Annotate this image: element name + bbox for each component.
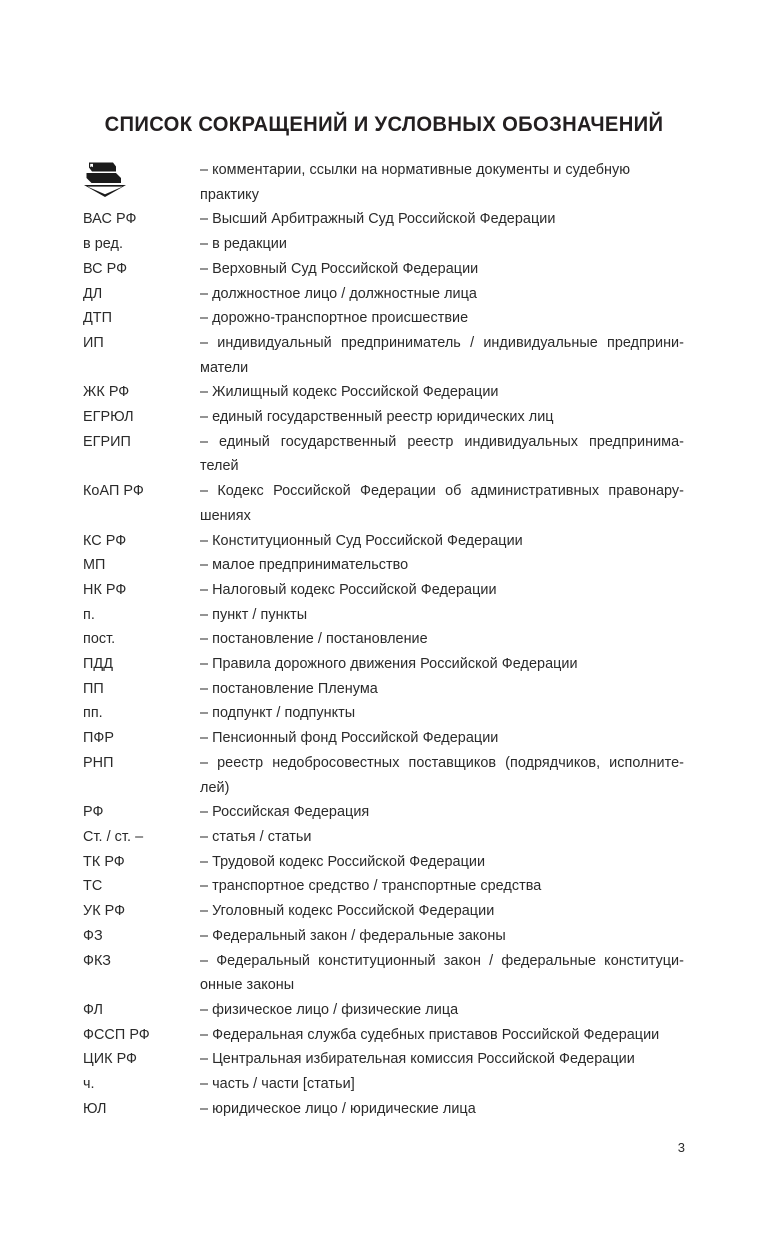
abbreviation-definition: – Кодекс Российской Федерации об административных правонару-шениях [200, 483, 684, 524]
abbreviation-entry [83, 553, 684, 578]
abbreviation-definition: – Федеральный конституционный закон / федеральные конституци-онные законы [200, 952, 684, 994]
abbreviation-list [83, 158, 684, 1121]
abbreviation-definition: – Верховный Суд Российской Федерации [200, 260, 479, 277]
abbreviation-term: КС РФ [83, 532, 127, 549]
abbreviation-entry [83, 405, 684, 430]
abbreviation-term: ЕГРЮЛ [83, 409, 134, 426]
abbreviation-term: пост. [83, 631, 116, 648]
abbreviation-term: ПФР [83, 730, 115, 747]
abbreviation-definition: – юридическое лицо / юридические лица [200, 1100, 476, 1117]
abbreviation-entry [83, 1047, 684, 1072]
abbreviation-entry [83, 726, 684, 751]
abbreviation-definition: – Уголовный кодекс Российской Федерации [200, 903, 495, 920]
abbreviation-entry [83, 232, 684, 257]
abbreviation-definition: – дорожно-транспортное происшествие [200, 310, 469, 327]
abbreviation-entry [83, 603, 684, 628]
abbreviation-definition: – постановление / постановление [200, 631, 428, 648]
abbreviation-term: РФ [83, 804, 104, 821]
abbreviation-entry [83, 380, 684, 405]
abbreviation-term: ч. [83, 1076, 95, 1093]
abbreviation-definition: – пункт / пункты [200, 606, 308, 623]
abbreviation-term: Ст. / ст. – [83, 828, 144, 845]
abbreviation-entry [83, 899, 684, 924]
abbreviation-definition: – часть / части [статьи] [200, 1076, 355, 1093]
abbreviation-entry [83, 825, 684, 850]
abbreviation-term: ЮЛ [83, 1100, 107, 1117]
abbreviation-definition: – подпункт / подпункты [200, 705, 356, 722]
abbreviation-definition: – в редакции [200, 236, 287, 253]
abbreviation-definition: – комментарии, ссылки на нормативные документы и судебную практику [200, 162, 631, 203]
abbreviation-entry [83, 306, 684, 331]
abbreviation-definition: – Трудовой кодекс Российской Федерации [200, 853, 486, 870]
abbreviation-entry [83, 158, 684, 207]
abbreviation-definition: – Федеральный закон / федеральные законы [200, 927, 506, 944]
abbreviation-term: п. [83, 606, 95, 623]
abbreviation-entry [83, 529, 684, 554]
abbreviation-definition: – Пенсионный фонд Российской Федерации [200, 730, 499, 747]
abbreviation-definition: – реестр недобросовестных поставщиков (подрядчиков, исполните-лей) [200, 754, 684, 796]
abbreviation-entry [83, 677, 684, 702]
abbreviation-entry [83, 1072, 684, 1097]
abbreviation-entry [83, 998, 684, 1023]
abbreviation-term: ПДД [83, 656, 113, 673]
abbreviation-entry [83, 924, 684, 949]
abbreviation-term: ФЛ [83, 1001, 104, 1018]
abbreviation-term: ПП [83, 680, 104, 697]
abbreviation-definition: – должностное лицо / должностные лица [200, 285, 477, 302]
abbreviation-term: ДЛ [83, 285, 103, 302]
abbreviation-term: ТК РФ [83, 853, 125, 870]
abbreviation-entry [83, 282, 684, 307]
page-title: СПИСОК СОКРАЩЕНИЙ И УСЛОВНЫХ ОБОЗНАЧЕНИЙ [104, 112, 664, 137]
abbreviation-term: пп. [83, 705, 103, 722]
abbreviation-definition: – индивидуальный предприниматель / индивидуальные предприни-матели [200, 334, 684, 376]
abbreviation-entry [83, 331, 684, 380]
abbreviation-definition: – Жилищный кодекс Российской Федерации [200, 384, 499, 401]
abbreviation-term: ФССП РФ [83, 1026, 150, 1043]
abbreviation-term: МП [83, 557, 106, 574]
abbreviation-definition: – Правила дорожного движения Российской Федерации [200, 656, 578, 673]
abbreviation-entry [83, 652, 684, 677]
abbreviation-definition: – единый государственный реестр индивидуальных предпринима-телей [200, 433, 684, 475]
abbreviation-definition: – постановление Пленума [200, 680, 378, 697]
abbreviation-term: ЕГРИП [83, 433, 131, 450]
abbreviation-definition: – Федеральная служба судебных приставов Российской Федерации [200, 1026, 660, 1043]
abbreviation-definition: – Российская Федерация [200, 804, 370, 821]
abbreviation-entry [83, 949, 684, 998]
abbreviation-definition: – статья / статьи [200, 828, 312, 845]
abbreviation-term: ФКЗ [83, 952, 112, 969]
abbreviation-entry [83, 701, 684, 726]
abbreviation-entry [83, 850, 684, 875]
abbreviation-entry [83, 1023, 684, 1048]
abbreviation-term: ЦИК РФ [83, 1051, 138, 1068]
abbreviation-term: НК РФ [83, 581, 127, 598]
abbreviation-definition: – малое предпринимательство [200, 557, 409, 574]
abbreviation-term: ФЗ [83, 927, 103, 944]
abbreviation-entry [83, 800, 684, 825]
abbreviation-term: ТС [83, 878, 103, 895]
abbreviation-term: РНП [83, 754, 114, 771]
abbreviation-entry [83, 430, 684, 479]
abbreviation-term: ВС РФ [83, 260, 128, 277]
abbreviation-definition: – Конституционный Суд Российской Федерации [200, 532, 523, 549]
abbreviation-entry [83, 1097, 684, 1122]
abbreviation-term: ИП [83, 334, 104, 351]
abbreviation-definition: – единый государственный реестр юридических лиц [200, 409, 554, 426]
page-number: 3 [677, 1140, 685, 1155]
abbreviation-term: в ред. [83, 236, 124, 253]
abbreviation-entry [83, 479, 684, 528]
abbreviation-entry [83, 578, 684, 603]
abbreviation-term: ВАС РФ [83, 211, 137, 228]
abbreviation-definition: – Налоговый кодекс Российской Федерации [200, 581, 497, 598]
abbreviation-definition: – транспортное средство / транспортные средства [200, 878, 542, 895]
books-stack-icon [83, 158, 200, 198]
abbreviation-definition: – Центральная избирательная комиссия Российской Федерации [200, 1051, 635, 1068]
abbreviation-definition: – Высший Арбитражный Суд Российской Федерации [200, 211, 556, 228]
abbreviation-definition: – физическое лицо / физические лица [200, 1001, 459, 1018]
abbreviation-entry [83, 874, 684, 899]
abbreviation-term: УК РФ [83, 903, 126, 920]
abbreviation-entry [83, 627, 684, 652]
abbreviation-term: ЖК РФ [83, 384, 130, 401]
abbreviation-entry [83, 257, 684, 282]
abbreviation-entry [83, 207, 684, 232]
abbreviation-entry [83, 751, 684, 800]
abbreviation-term: ДТП [83, 310, 113, 327]
abbreviation-term: КоАП РФ [83, 483, 144, 500]
